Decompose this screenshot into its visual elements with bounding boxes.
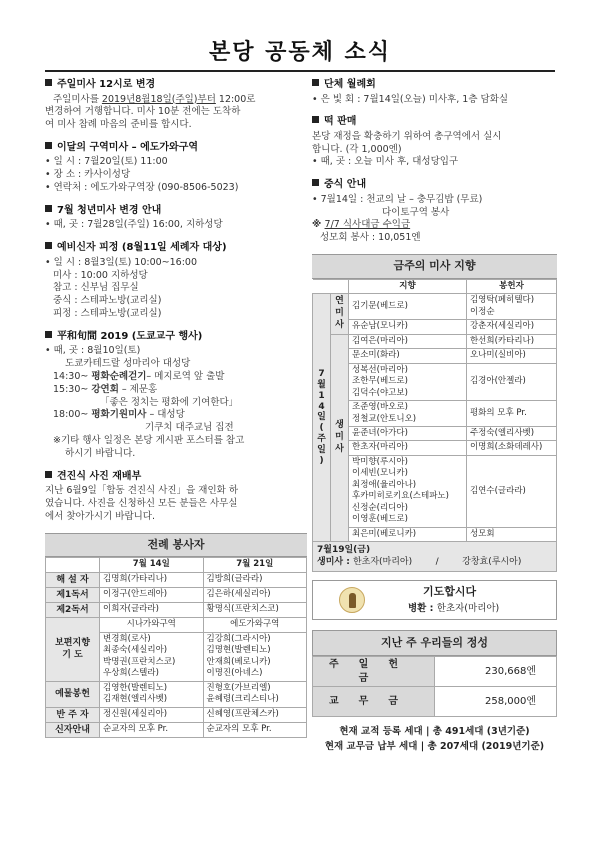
list-item: 이정순 (469, 306, 495, 317)
cell: 258,000엔 (435, 687, 557, 717)
section-heading: 이달의 구역미사 – 에도가와구역 (57, 141, 199, 153)
cell: 순교자의 모후 Pr. (100, 722, 204, 737)
list-item: 성모회 (469, 528, 495, 539)
text-line: 「좋은 정치는 평화에 기여한다」 (100, 396, 239, 408)
section-heading: 견진식 사진 재배부 (57, 470, 142, 482)
bullet-square-icon (45, 471, 52, 478)
list-item: 윤혜령(크리스티나) (206, 694, 279, 705)
list-item: 유순남(모니카) (352, 321, 408, 332)
praying-hands-icon (339, 587, 365, 613)
section-heading: 단체 월례회 (324, 79, 376, 90)
list-item: 변경희(로사) (103, 633, 151, 644)
text-line: 하시기 바랍니다. (65, 447, 136, 459)
section-catechumen-retreat (45, 241, 307, 321)
cell-list (466, 294, 556, 320)
section-heading: 平和旬間 2019 (도쿄교구 행사) (57, 330, 203, 342)
text-line: • 7월14일 : 천교의 날 – 충무김밥 (무료) (312, 193, 483, 205)
row-label: 예물봉헌 (46, 681, 100, 707)
list-item: 우상희(스텔라) (103, 668, 159, 679)
cell-list (349, 363, 467, 400)
row-label: 보편지향 기 도 (46, 618, 100, 681)
section-heading: 중식 안내 (324, 179, 367, 191)
bullet-square-icon (45, 205, 52, 212)
table-row (46, 707, 307, 722)
section-heading: 7월 청년미사 변경 안내 (57, 204, 162, 216)
row-label: 제2독서 (46, 603, 100, 618)
note-mark: ※ (312, 219, 325, 231)
section-heading: 주일미사 12시로 변경 (57, 79, 156, 90)
table-row (313, 294, 557, 320)
list-item: 김연수(글라라) (469, 485, 526, 496)
prayer-name: 한초자(마리아) (436, 602, 500, 614)
table-row (46, 603, 307, 618)
cell-list (100, 632, 204, 681)
cell: 신혜영(프란체스카) (203, 707, 307, 722)
table-row (313, 657, 557, 687)
cell-list (349, 334, 467, 348)
list-item: 성복선(마리아) (352, 364, 408, 375)
cell: 김명희(가타리나) (100, 572, 204, 587)
cell: 이정구(안드레아) (100, 587, 204, 602)
text-line: • 때, 곳 : 8월10일(토) (45, 345, 141, 357)
table-row (313, 401, 557, 427)
cell: 순교자의 모후 Pr. (203, 722, 307, 737)
cell-list (466, 334, 556, 348)
household-summary (312, 725, 557, 754)
table-row (46, 681, 307, 707)
saturday-mass (312, 542, 557, 571)
list-item: 김강희(그라시아) (206, 633, 271, 644)
table-row (313, 441, 557, 455)
section-confirmation-photo (45, 470, 307, 524)
cell-list (466, 320, 556, 334)
liturgy-servers-table (45, 533, 307, 738)
section-lunch-info (312, 178, 557, 245)
list-item: 안재희(베로니카) (206, 656, 271, 667)
bullet-square-icon (45, 142, 52, 149)
text-line: 합니다. (각 1,000엔) (312, 143, 402, 155)
cell-list (203, 632, 307, 681)
list-item: 김덕수(야고보) (352, 387, 408, 398)
text-line: 본당 재정을 확충하기 위하여 총구역에서 실시 (312, 130, 502, 142)
list-item: 이세빈(모니카) (352, 468, 408, 479)
list-item: 박미향(루시아) (352, 456, 408, 467)
table-row (313, 320, 557, 334)
cell-list (349, 441, 467, 455)
column-header: 7월 14일 (100, 558, 204, 572)
text-line: 중식 : 스테파노방(교리실) (53, 295, 162, 307)
table-title: 전례 봉사자 (45, 533, 307, 558)
cell-list (466, 401, 556, 427)
list-item: 최정애(율리아나) (352, 479, 417, 490)
list-item: 신정순(리디아) (352, 502, 408, 513)
prayer-label: 병환 : (408, 602, 437, 614)
table-row (46, 618, 307, 632)
section-youth-mass (45, 204, 307, 232)
row-label: 해 설 자 (46, 572, 100, 587)
cell-list (349, 401, 467, 427)
text-line: 도쿄카테드랄 성마리아 대성당 (65, 358, 191, 370)
list-item: 김영한(발렌티노) (103, 682, 168, 693)
prayer-title: 기도합시다 (423, 584, 477, 598)
list-item: 최은미(베로니카) (352, 528, 417, 539)
cell: 황명식(프란치스코) (203, 603, 307, 618)
table-row (313, 349, 557, 363)
text-line: • 때, 곳 : 오늘 미사 후, 대성당입구 (312, 156, 459, 168)
underlined-text: 7/7 식사대금 수익금 (324, 219, 411, 231)
list-item: 김기문(베드로) (352, 301, 408, 312)
table-row (46, 722, 307, 737)
mass-day-label: 7 월 1 4 일 ( 주 일 ) (313, 294, 331, 542)
table-row (313, 334, 557, 348)
page-title: 본당 공동체 소식 (208, 40, 392, 65)
list-item: 조한무(베드로) (352, 376, 408, 387)
text-line: 변경하여 거행합니다. 미사 10분 전에는 도착하 (45, 106, 241, 118)
text-line: 12:00로 (215, 93, 256, 105)
text-line: ※기타 행사 일정은 본당 게시판 포스터를 참고 (53, 434, 245, 446)
mass-intention-table (312, 254, 557, 572)
event-name: 강연회 (91, 383, 119, 395)
section-peace-event (45, 330, 307, 461)
text-line: 주일미사를 (53, 93, 102, 105)
text-line: 지난 6월9일「합동 견진식 사진」을 재인화 하 (45, 485, 239, 497)
list-item: 김재현(엘리사벳) (103, 694, 168, 705)
event-name: 평화순례걷기 (91, 370, 147, 382)
row-label: 교무금 (313, 687, 435, 717)
cell-list (349, 427, 467, 441)
table-row (313, 427, 557, 441)
text-line: • 장 소 : 카사이성당 (45, 169, 131, 181)
date-label: 7월19일(금) (317, 545, 371, 556)
text-line: • 일 시 : 7월20일(토) 11:00 (45, 156, 168, 168)
bullet-square-icon (312, 179, 319, 186)
bullet-square-icon (312, 116, 319, 123)
bullet-square-icon (45, 242, 52, 249)
left-column (45, 78, 307, 738)
offering-table (312, 656, 557, 717)
group-header: 시나가와구역 (100, 618, 204, 632)
mass-kind: 생미사 : (317, 557, 353, 568)
list-item: 조준영(바오로) (352, 402, 408, 413)
cell-list (349, 455, 467, 527)
column-header: 봉헌자 (466, 279, 556, 293)
text-line: • 일 시 : 8월3일(토) 10:00~16:00 (45, 256, 198, 268)
summary-line: 현재 교적 등록 세대 | 총 491세대 (3년기준) (339, 726, 530, 738)
section-district-mass (45, 141, 307, 195)
cell: 정신원(세실리아) (100, 707, 204, 722)
list-item: 윤준녀(아가다) (352, 428, 408, 438)
cell-list (100, 681, 204, 707)
time: 15:30~ (53, 383, 92, 395)
text-line: 여 미사 참례 마음의 준비를 합시다. (45, 119, 192, 131)
table-row (313, 363, 557, 400)
column-header: 지향 (349, 279, 467, 293)
underlined-date: 2019년8월18일(주일)부터 (101, 93, 216, 105)
cell-list (349, 294, 467, 320)
mass-kind-label: 연 미 사 (331, 294, 349, 334)
section-heading: 예비신자 피정 (8월11일 세례자 대상) (57, 242, 227, 254)
cell-list (349, 349, 467, 363)
text-line: – 메지로역 앞 출발 (146, 370, 225, 382)
summary-line: 현재 교무금 납부 세대 | 총 207세대 (2019년기준) (324, 741, 545, 753)
section-sunday-mass (45, 78, 307, 132)
title-divider (45, 70, 555, 72)
mass-kind-label: 생 미 사 (331, 334, 349, 542)
cell-list (203, 681, 307, 707)
row-label: 반 주 자 (46, 707, 100, 722)
separator: / (435, 557, 439, 568)
text-line: • 때, 곳 : 7월28일(주일) 16:00, 지하성당 (45, 219, 223, 231)
list-item: 김여은(마리아) (352, 335, 408, 346)
text-line: 였습니다. 사진을 신청하신 모든 분들은 사무실 (45, 497, 238, 509)
table-row (46, 572, 307, 587)
text-line: 참고 : 신부님 집무실 (53, 282, 139, 294)
row-label: 주일헌금 (313, 657, 435, 687)
bullet-square-icon (45, 79, 52, 86)
event-name: 평화기원미사 (91, 409, 147, 421)
cell-list (466, 441, 556, 455)
table-row (46, 558, 307, 572)
column-header: 7월 21일 (203, 558, 307, 572)
text-line: 성모회 봉사 : 10,051엔 (320, 232, 421, 244)
list-item: 주정숙(엘리사벳) (469, 428, 535, 438)
bullet-square-icon (45, 331, 52, 338)
text-line: 에서 찾아가시기 바랍니다. (45, 510, 156, 522)
row-label: 제1독서 (46, 587, 100, 602)
list-item: 평화의 모후 Pr. (469, 407, 527, 418)
list-item: 이영훈(베드로) (352, 514, 408, 525)
list-item: 후카미히로키요(스테파노) (352, 491, 449, 502)
cell-list (466, 527, 556, 541)
cell-list (349, 527, 467, 541)
cell: 230,668엔 (435, 657, 557, 687)
right-column (312, 78, 557, 755)
list-item: 김경아(안젤라) (469, 376, 526, 387)
table-row (313, 527, 557, 541)
section-heading: 떡 판매 (324, 116, 357, 128)
section-rice-cake-sale (312, 115, 557, 169)
cell-list (466, 363, 556, 400)
text-line: 피정 : 스테파노방(교리실) (53, 307, 162, 319)
table-title: 금주의 미사 지향 (312, 254, 557, 279)
list-item: 한선희(카타리나) (469, 335, 535, 346)
cell-list (466, 427, 556, 441)
list-item: 김명현(발렌티노) (206, 645, 271, 656)
table-row (313, 279, 557, 293)
list-item: 문소미(화라) (352, 350, 400, 361)
offering-title: 지난 주 우리들의 정성 (312, 630, 557, 657)
list-item: 박명권(프란치스코) (103, 656, 176, 667)
list-item: 한초자(마리아) (352, 442, 408, 453)
list-item: 강춘자(세실리아) (469, 321, 535, 332)
text-line: 미사 : 10:00 지하성당 (53, 269, 148, 281)
text-line: 기쿠치 대주교님 집전 (145, 422, 234, 434)
cell: 강창효(루시아) (462, 557, 522, 568)
list-item: 이명희(소화데레사) (469, 442, 543, 453)
table-row (313, 687, 557, 717)
text-line: 다이토구역 봉사 (382, 206, 450, 218)
text-line: • 연락처 : 에도가와구역장 (090-8506-5023) (45, 182, 239, 194)
row-label: 신자안내 (46, 722, 100, 737)
list-item: 진형호(가브리엘) (206, 682, 271, 693)
table-row (46, 587, 307, 602)
time: 14:30~ (53, 370, 92, 382)
cell-list (349, 320, 467, 334)
cell: 한초자(마리아) (352, 557, 413, 568)
list-item: 이명진(아네스) (206, 668, 263, 679)
cell-list (466, 349, 556, 363)
text-line: • 은 빛 회 : 7월14일(오늘) 미사후, 1층 담화실 (312, 93, 509, 105)
table-row (313, 455, 557, 527)
list-item: 오나미(실비아) (469, 350, 526, 361)
list-item: 김영탁(페히텔다) (469, 295, 535, 306)
group-header: 에도가와구역 (203, 618, 307, 632)
text-line: – 대성당 (146, 409, 185, 421)
cell: 이희자(글라라) (100, 603, 204, 618)
time: 18:00~ (53, 409, 92, 421)
prayer-request-box (312, 580, 557, 620)
section-group-meeting (312, 78, 557, 106)
cell: 김은하(세실리아) (203, 587, 307, 602)
list-item: 정철교(안토니오) (352, 413, 417, 424)
text-line: – 제문홍 (118, 383, 158, 395)
bullet-square-icon (312, 79, 319, 86)
list-item: 최종숙(세실리아) (103, 645, 168, 656)
cell: 김방희(글라라) (203, 572, 307, 587)
cell-list (466, 455, 556, 527)
